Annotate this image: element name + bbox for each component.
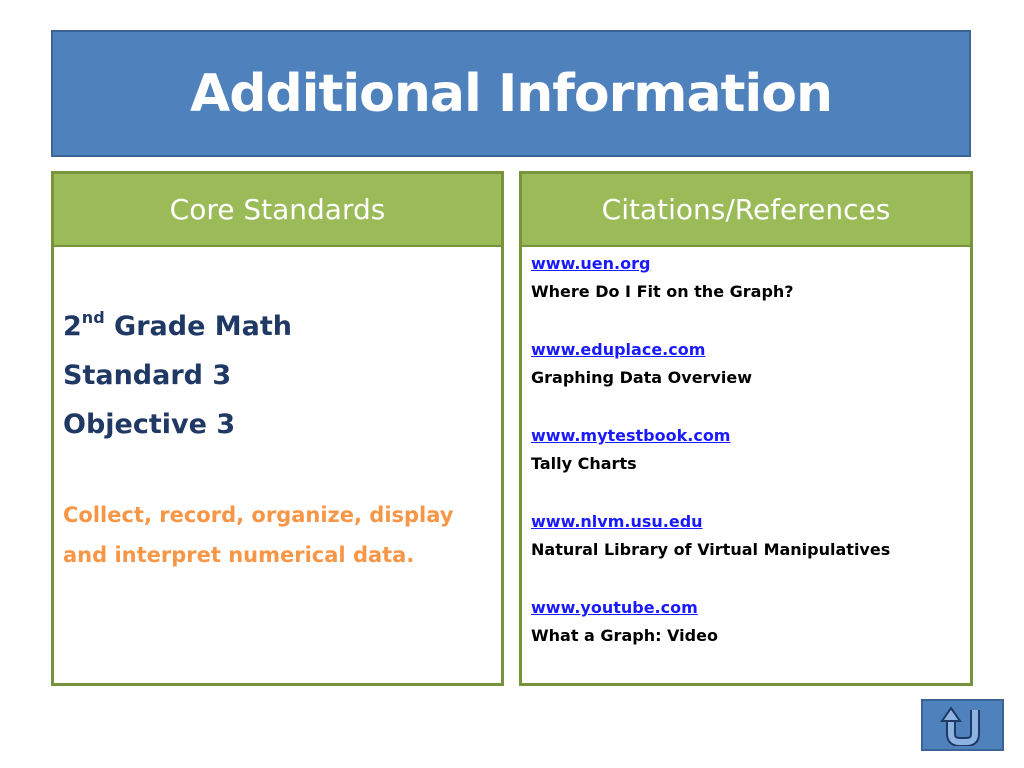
- reference-description: What a Graph: Video: [531, 626, 718, 645]
- standard-description: Collect, record, organize, display and interpret numerical data.: [63, 503, 454, 567]
- reference-description: Tally Charts: [531, 454, 637, 473]
- objective-line: Objective 3: [63, 409, 236, 440]
- grade-line: [63, 302, 292, 351]
- core-standards-header: Core Standards: [54, 174, 501, 247]
- reference-item: [531, 594, 961, 680]
- standard-block: [63, 302, 292, 449]
- reference-item: [531, 250, 961, 336]
- grade-ordinal: nd: [81, 308, 105, 327]
- core-standards-panel: [51, 171, 504, 686]
- slide-title: Additional Information: [189, 63, 832, 124]
- grade-number: 2: [63, 311, 82, 342]
- reference-item: [531, 422, 961, 508]
- reference-link-nlvm[interactable]: www.nlvm.usu.edu: [531, 512, 703, 531]
- reference-link-mytestbook[interactable]: www.mytestbook.com: [531, 426, 731, 445]
- reference-link-youtube[interactable]: www.youtube.com: [531, 598, 698, 617]
- u-turn-arrow-icon: [940, 704, 986, 746]
- grade-subject: Grade Math: [104, 311, 292, 342]
- reference-list: [531, 250, 961, 680]
- citations-header: Citations/References: [522, 174, 970, 247]
- reference-description: Natural Library of Virtual Manipulatives: [531, 540, 891, 559]
- reference-link-uen[interactable]: www.uen.org: [531, 254, 651, 273]
- reference-item: [531, 336, 961, 422]
- standard-line: Standard 3: [63, 360, 232, 391]
- title-bar: [51, 30, 971, 157]
- back-button[interactable]: [921, 699, 1004, 751]
- reference-description: Where Do I Fit on the Graph?: [531, 282, 794, 301]
- reference-link-eduplace[interactable]: www.eduplace.com: [531, 340, 706, 359]
- reference-description: Graphing Data Overview: [531, 368, 752, 387]
- citations-panel: [519, 171, 973, 686]
- reference-item: [531, 508, 961, 594]
